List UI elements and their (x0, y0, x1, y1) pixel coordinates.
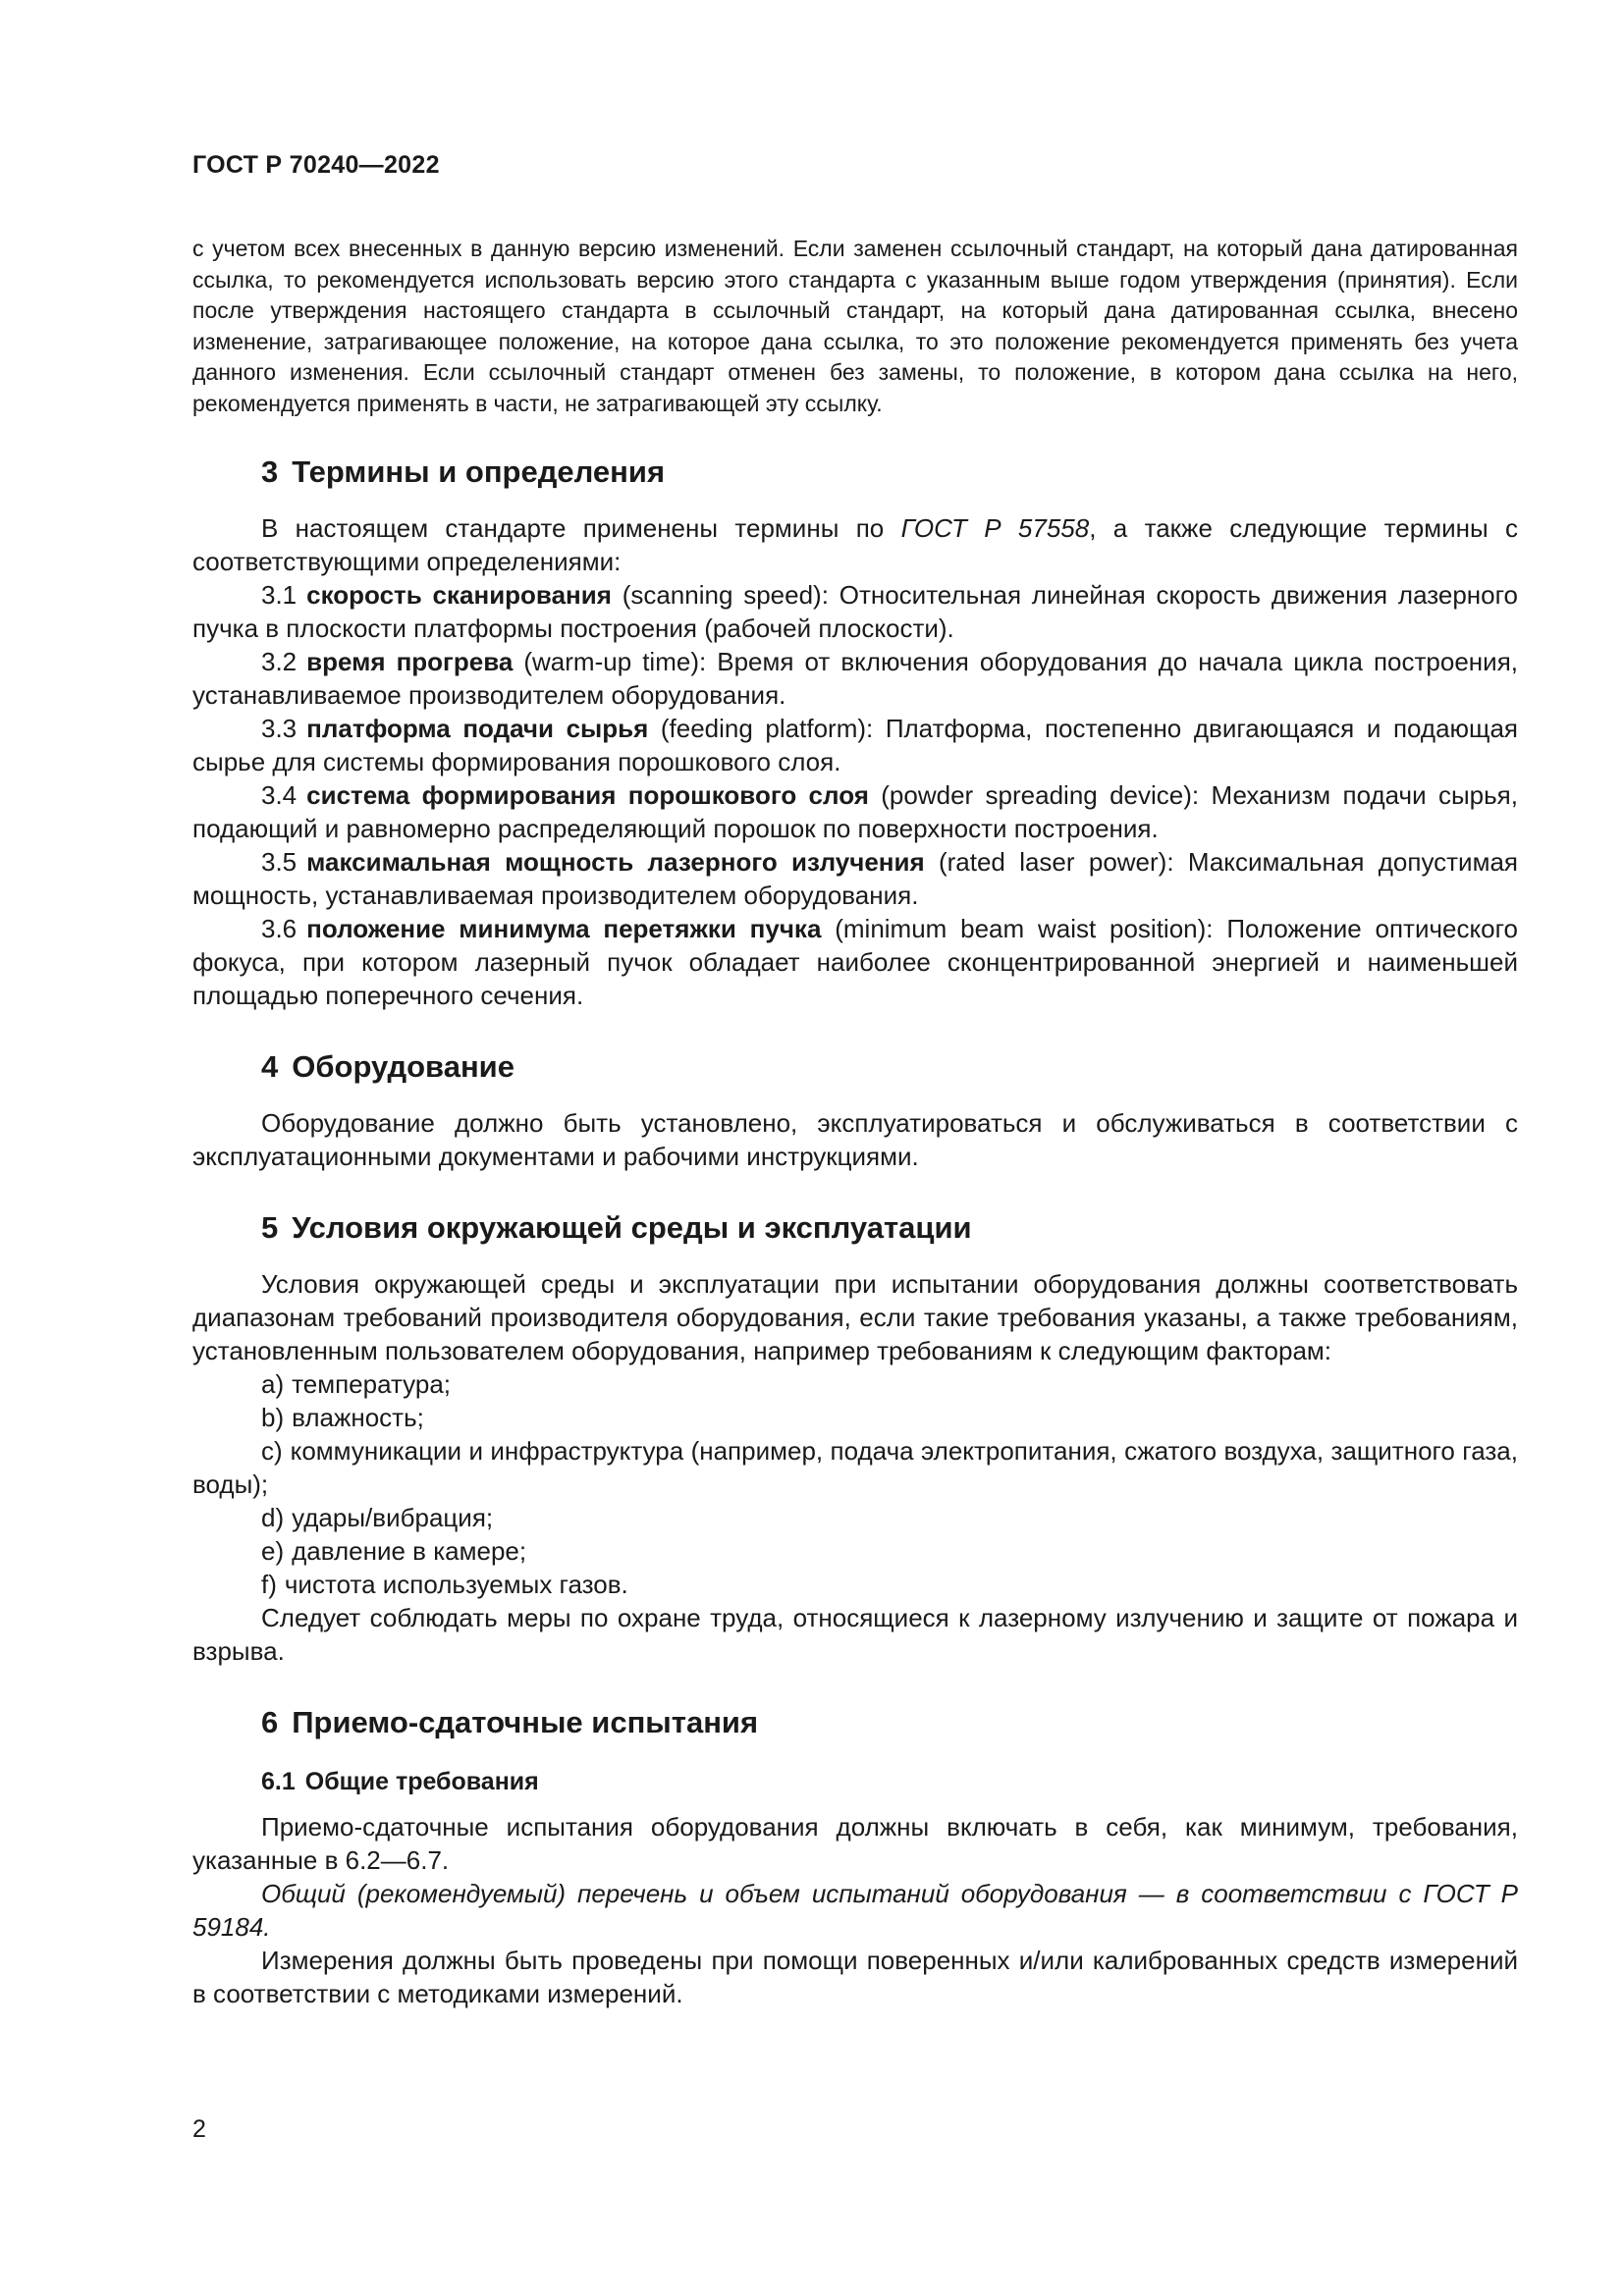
subsection-6-1-p2 (192, 1877, 1518, 1944)
list-text: чистота используемых газов. (284, 1570, 628, 1599)
term-3-1 (192, 578, 1518, 645)
term-number: 3.1 (261, 580, 298, 610)
term-3-6 (192, 912, 1518, 1012)
list-marker: c) (261, 1436, 283, 1466)
lead-reference: ГОСТ Р 57558 (900, 513, 1090, 543)
list-text: коммуникации и инфраструктура (например, подача электропитания, сжатого воздуха, защитного газа, воды); (192, 1436, 1518, 1499)
section-6-number: 6 (261, 1705, 279, 1739)
list-text: давление в камере; (292, 1536, 527, 1566)
section-5-body (192, 1267, 1518, 1668)
list-text: температура; (292, 1369, 452, 1399)
subsection-6-1-body (192, 1810, 1518, 2010)
section-4-number: 4 (261, 1049, 279, 1084)
term-name: максимальная мощность лазерного излучения (306, 847, 925, 877)
list-item (192, 1501, 1518, 1534)
list-item (192, 1534, 1518, 1568)
section-5-title: Условия окружающей среды и эксплуатации (292, 1210, 972, 1245)
term-name: скорость сканирования (306, 580, 612, 610)
list-text: влажность; (292, 1403, 424, 1432)
section-3-body (192, 511, 1518, 1012)
lead-text: В настоящем стандарте применены термины по (261, 513, 901, 543)
section-5-text: Условия окружающей среды и эксплуатации при испытании оборудования должны соответствовать диапазонам требований производителя оборудования, если такие требования указаны, а также требованиям, установленным пользователем оборудования, например требованиям к следующим факторам: (192, 1269, 1518, 1365)
term-name: система формирования порошкового слоя (306, 780, 869, 810)
section-3-number: 3 (261, 454, 279, 489)
list-item (192, 1401, 1518, 1434)
document-header: ГОСТ Р 70240—2022 (192, 151, 440, 179)
term-definition: (scanning speed): Относительная линейная скорость движения лазерного пучка в плоскости платформы построения (рабочей плоскости). (192, 580, 1518, 643)
section-3-lead (192, 511, 1518, 578)
term-definition: (rated laser power): Максимальная допустимая мощность, устанавливаемая производителем оборудования. (192, 847, 1518, 910)
italic-note: Общий (рекомендуемый) перечень и объем испытаний оборудования — в соответствии с ГОСТ Р 59184. (192, 1879, 1518, 1942)
subsection-6-1-number: 6.1 (261, 1768, 296, 1795)
term-3-4 (192, 778, 1518, 845)
term-3-5 (192, 845, 1518, 912)
subsection-6-1-heading (192, 1768, 1518, 1796)
list-marker: a) (261, 1369, 285, 1399)
term-definition: (warm-up time): Время от включения оборудования до начала цикла построения, устанавливаемое производителем оборудования. (192, 647, 1518, 710)
intro-paragraph: с учетом всех внесенных в данную версию изменений. Если заменен ссылочный стандарт, на который дана датированная ссылка, то рекомендуется использовать версию этого стандарта с указанным выше годом утверждения (принятия). Если после утверждения настоящего стандарта в ссылочный стандарт, на который дана датированная ссылка, внесено изменение, затрагивающее положение, на которое дана ссылка, то это положение рекомендуется применять без учета данного изменения. Если ссылочный стандарт отменен без замены, то положение, в котором дана ссылка на него, рекомендуется применять в части, не затрагивающей эту ссылку. (192, 236, 1518, 416)
list-item (192, 1568, 1518, 1601)
list-marker: d) (261, 1503, 285, 1532)
term-name: положение минимума перетяжки пучка (306, 914, 822, 943)
section-4-title: Оборудование (292, 1049, 514, 1084)
section-6-heading (192, 1705, 1518, 1740)
lead-text-end: , а также следующие термины с соответствующими определениями: (192, 513, 1519, 576)
list-marker: f) (261, 1570, 277, 1599)
term-number: 3.6 (261, 914, 298, 943)
section-3-heading (192, 454, 1518, 490)
list-item (192, 1434, 1518, 1501)
subsection-6-1-title: Общие требования (304, 1768, 539, 1795)
subsection-6-1-p1: Приемо-сдаточные испытания оборудования должны включать в себя, как минимум, требования, указанные в 6.2—6.7. (192, 1812, 1518, 1875)
document-page (192, 137, 1518, 2010)
list-marker: b) (261, 1403, 285, 1432)
section-3-title: Термины и определения (292, 454, 666, 489)
term-number: 3.5 (261, 847, 298, 877)
term-3-3 (192, 712, 1518, 778)
term-name: время прогрева (306, 647, 514, 676)
term-definition: (feeding platform): Платформа, постепенно двигающаяся и подающая сырье для системы формирования порошкового слоя. (192, 714, 1518, 776)
term-definition: (powder spreading device): Механизм подачи сырья, подающий и равномерно распределяющий порошок по поверхности построения. (192, 780, 1518, 843)
term-number: 3.2 (261, 647, 298, 676)
section-4-body (192, 1106, 1518, 1173)
section-4-text: Оборудование должно быть установлено, эксплуатироваться и обслуживаться в соответствии с эксплуатационными документами и рабочими инструкциями. (192, 1108, 1518, 1171)
section-5-number: 5 (261, 1210, 279, 1245)
term-number: 3.4 (261, 780, 298, 810)
term-name: платформа подачи сырья (306, 714, 649, 743)
section-5-closing: Следует соблюдать меры по охране труда, относящиеся к лазерному излучению и защите от пожара и взрыва. (192, 1603, 1518, 1666)
section-6-title: Приемо-сдаточные испытания (292, 1705, 759, 1739)
list-item (192, 1367, 1518, 1401)
list-marker: e) (261, 1536, 285, 1566)
term-number: 3.3 (261, 714, 298, 743)
section-5-heading (192, 1210, 1518, 1246)
term-3-2 (192, 645, 1518, 712)
section-4-heading (192, 1049, 1518, 1085)
list-text: удары/вибрация; (292, 1503, 494, 1532)
page-number: 2 (192, 2115, 206, 2143)
subsection-6-1-p3: Измерения должны быть проведены при помощи поверенных и/или калиброванных средств измерений в соответствии с методиками измерений. (192, 1946, 1518, 2008)
term-definition: (minimum beam waist position): Положение оптического фокуса, при котором лазерный пучок обладает наиболее сконцентрированной энергией и наименьшей площадью поперечного сечения. (192, 914, 1518, 1010)
